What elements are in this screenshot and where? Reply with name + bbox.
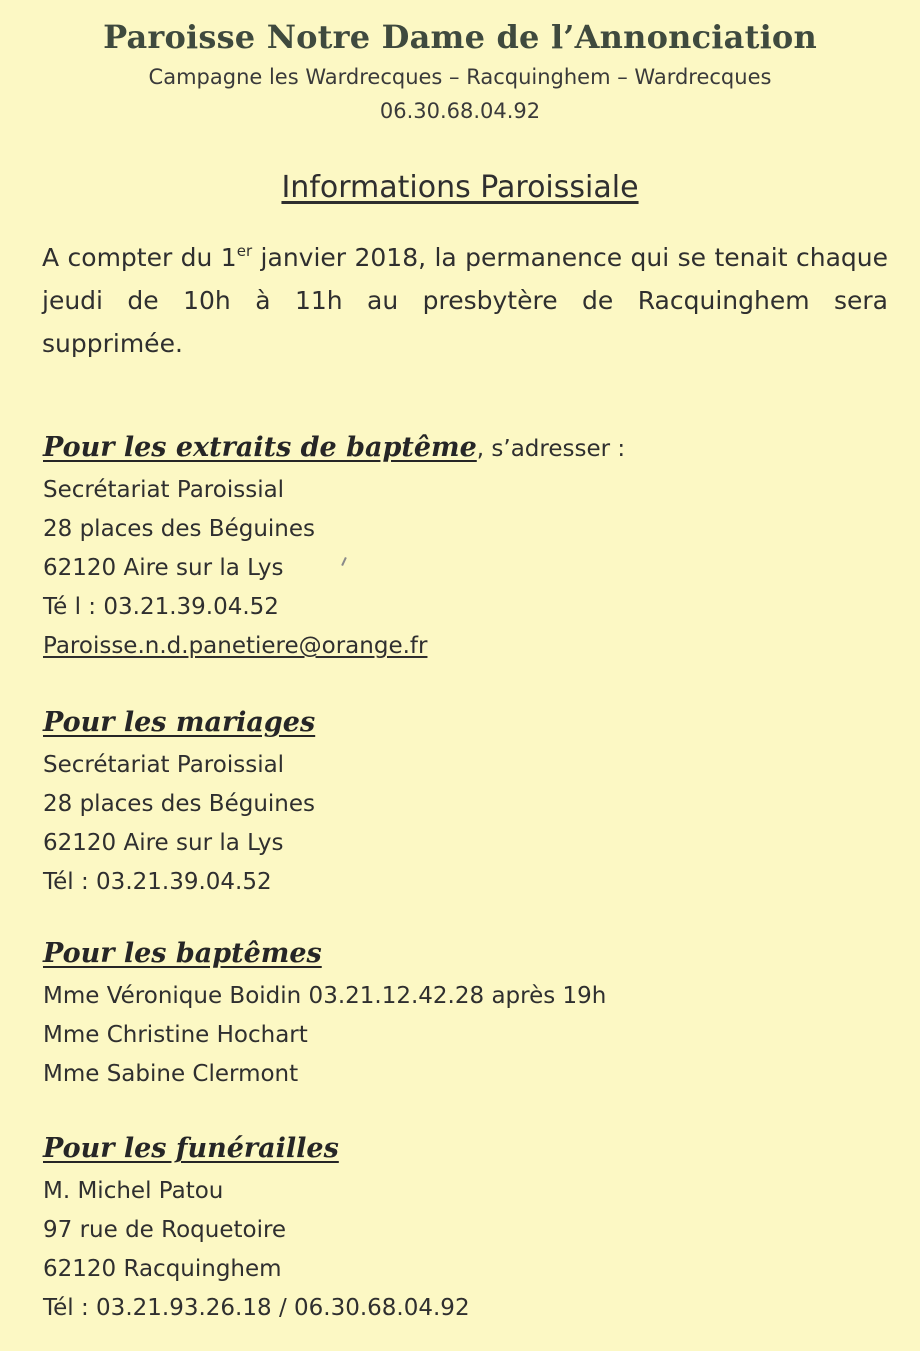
section-mariages [43, 703, 315, 902]
section-funerailles [43, 1129, 470, 1328]
address-line: 28 places des Béguines [43, 516, 316, 542]
section-suffix: , s’adresser : [476, 436, 626, 462]
address-line: 62120 Racquinghem [43, 1256, 282, 1282]
section-title-funerailles: Pour les funérailles [43, 1133, 339, 1164]
contact-line: Mme Sabine Clermont [43, 1061, 299, 1087]
phone-line: Tél : 03.21.93.26.18 / 06.30.68.04.92 [43, 1295, 470, 1321]
address-line: 97 rue de Roquetoire [43, 1217, 287, 1243]
contact-line: M. Michel Patou [43, 1178, 224, 1204]
villages-line: Campagne les Wardrecques – Racquinghem – Wardrecques [148, 65, 772, 89]
section-title-extraits: Pour les extraits de baptême [43, 432, 477, 463]
intro-superscript: er [236, 242, 253, 260]
email-link[interactable]: Paroisse.n.d.panetiere@orange.fr [43, 633, 428, 659]
info-title: Informations Paroissiale [281, 170, 639, 205]
section-heading [43, 703, 315, 746]
contact-line: Mme Christine Hochart [43, 1022, 308, 1048]
address-line: Secrétariat Paroissial [43, 752, 285, 778]
parish-phone: 06.30.68.04.92 [379, 99, 541, 123]
phone-line: Té l : 03.21.39.04.52 [43, 594, 279, 620]
section-heading [43, 428, 625, 471]
section-heading [43, 934, 606, 977]
address-line: 62120 Aire sur la Lys [43, 830, 284, 856]
phone-line: Tél : 03.21.39.04.52 [43, 869, 272, 895]
contact-line: Mme Véronique Boidin 03.21.12.42.28 après 19h [43, 983, 607, 1009]
intro-part1: A compter du 1 [42, 243, 237, 272]
intro-paragraph [42, 236, 888, 365]
address-line: 28 places des Béguines [43, 791, 316, 817]
header [0, 0, 920, 128]
address-line: Secrétariat Paroissial [43, 477, 285, 503]
section-extraits-bapteme [43, 428, 625, 666]
section-heading [43, 1129, 470, 1172]
section-title-mariages: Pour les mariages [43, 707, 316, 738]
address-line: 62120 Aire sur la Lys [43, 555, 284, 581]
intro-part2: janvier 2018, la permanence qui se tenait chaque jeudi de 10h à 11h au presbytère de Racquinghem sera supprimée. [42, 243, 888, 358]
section-baptemes [43, 934, 606, 1094]
section-title-baptemes: Pour les baptêmes [43, 938, 322, 969]
parish-name: Paroisse Notre Dame de l’Annonciation [103, 18, 817, 56]
